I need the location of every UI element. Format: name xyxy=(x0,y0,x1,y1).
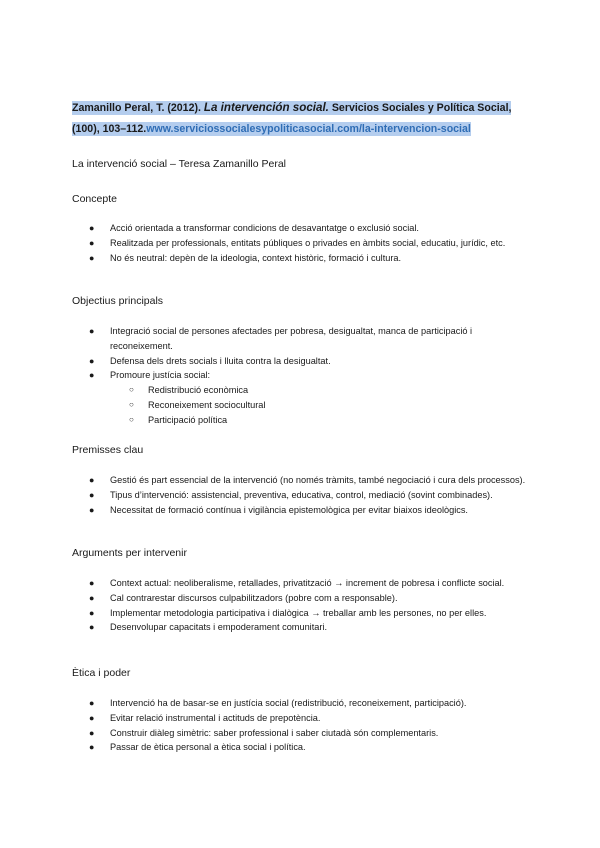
list-item-text: Evitar relació instrumental i actituds de prepotència. xyxy=(110,712,321,723)
list-item xyxy=(72,368,532,427)
citation-url-link[interactable]: www.serviciossocialesypoliticasocial.com/la-intervencion-social xyxy=(146,123,471,135)
section-list-arguments xyxy=(72,576,532,635)
sub-list-item-text: Participació política xyxy=(148,414,228,425)
circle-bullet-icon: ○ xyxy=(129,385,134,395)
citation-highlight xyxy=(72,101,511,136)
bullet-icon: ● xyxy=(89,742,95,753)
list-item xyxy=(72,324,532,354)
section-list-concepte xyxy=(72,221,532,265)
bullet-icon: ● xyxy=(89,223,95,233)
list-item xyxy=(72,576,532,591)
section-heading-premisses: Premisses clau xyxy=(72,444,144,456)
list-item-text: No és neutral: depèn de la ideologia, context històric, formació i cultura. xyxy=(110,252,402,263)
citation-authors: Zamanillo Peral, T. (2012). xyxy=(72,102,201,114)
bullet-icon: ● xyxy=(89,578,95,588)
list-item xyxy=(72,221,532,236)
list-item-text: Necessitat de formació contínua i vigilància epistemològica per evitar biaixos ideològics. xyxy=(110,504,468,515)
sub-list xyxy=(110,383,532,427)
list-item xyxy=(72,473,532,488)
list-item-text: Gestió és part essencial de la intervenció (no només tràmits, també negociació i cura dels processos). xyxy=(110,475,526,485)
bullet-icon: ● xyxy=(89,475,95,485)
bullet-icon: ● xyxy=(89,370,95,381)
section-heading-etica: Ètica i poder xyxy=(72,667,131,679)
list-item-text: Desenvolupar capacitats i empoderament comunitari. xyxy=(110,622,328,633)
list-item-text: Passar de ètica personal a ètica social i política. xyxy=(110,742,306,753)
section-list-premisses xyxy=(72,473,532,517)
sub-list-item xyxy=(110,398,532,413)
list-item xyxy=(72,591,532,606)
list-item xyxy=(72,620,532,635)
bullet-icon: ● xyxy=(89,607,95,618)
citation-title: La intervención social. xyxy=(203,101,329,114)
list-item-text: Promoure justícia social: xyxy=(110,370,211,381)
bullet-icon: ● xyxy=(89,727,95,738)
section-heading-objectius: Objectius principals xyxy=(72,295,164,307)
list-item-text: Construir diàleg simètric: saber professional i saber ciutadà són complementaris. xyxy=(110,727,439,738)
bullet-icon: ● xyxy=(89,712,95,723)
list-item xyxy=(72,740,532,755)
bullet-icon: ● xyxy=(89,326,95,336)
list-item-text: Intervenció ha de basar-se en justícia social (redistribució, reconeixement, participació). xyxy=(110,698,467,708)
list-item-text: Acció orientada a transformar condicions de desavantatge o exclusió social. xyxy=(110,223,419,233)
sub-list-item-text: Redistribució econòmica xyxy=(148,385,249,396)
list-item-text: Realitzada per professionals, entitats públiques o privades en àmbits social, educatiu, jurídic, etc. xyxy=(110,237,506,248)
list-item-text: Integració social de persones afectades per pobresa, desigualtat, manca de participació i reconeixement. xyxy=(110,326,473,351)
list-item xyxy=(72,726,532,741)
list-item-text: Tipus d’intervenció: assistencial, preventiva, educativa, control, mediació (sovint combinades). xyxy=(110,489,493,500)
list-item xyxy=(72,606,532,621)
document-title: La intervenció social – Teresa Zamanillo Peral xyxy=(72,158,286,170)
circle-bullet-icon: ○ xyxy=(129,414,134,424)
list-item-text: Defensa dels drets socials i lluita contra la desigualtat. xyxy=(110,355,331,366)
list-item xyxy=(72,503,532,518)
list-item-text: Implementar metodologia participativa i dialògica → treballar amb les persones, no per elles. xyxy=(110,607,487,618)
section-heading-concepte: Concepte xyxy=(72,193,117,205)
bullet-icon: ● xyxy=(89,592,95,603)
list-item xyxy=(72,354,532,369)
list-item xyxy=(72,696,532,711)
bullet-icon: ● xyxy=(89,622,95,633)
list-item xyxy=(72,711,532,726)
bullet-icon: ● xyxy=(89,252,95,263)
bullet-icon: ● xyxy=(89,489,95,500)
bullet-icon: ● xyxy=(89,355,95,366)
list-item-text: Context actual: neoliberalisme, retallades, privatització → increment de pobresa i conflicte social. xyxy=(110,578,505,588)
list-item-text: Cal contrarestar discursos culpabilitzadors (pobre com a responsable). xyxy=(110,592,398,603)
section-list-etica xyxy=(72,696,532,755)
citation xyxy=(72,97,512,140)
section-list-objectius xyxy=(72,324,532,428)
citation-journal: Servicios Sociales y Política Social, (100), 103–112. xyxy=(72,102,512,135)
bullet-icon: ● xyxy=(89,504,95,515)
list-item xyxy=(72,251,532,266)
bullet-icon: ● xyxy=(89,698,95,708)
list-item xyxy=(72,488,532,503)
list-item xyxy=(72,236,532,251)
circle-bullet-icon: ○ xyxy=(129,399,134,409)
sub-list-item xyxy=(110,383,532,398)
bullet-icon: ● xyxy=(89,237,95,248)
sub-list-item-text: Reconeixement sociocultural xyxy=(148,399,266,410)
sub-list-item xyxy=(110,413,532,428)
section-heading-arguments: Arguments per intervenir xyxy=(72,547,187,559)
